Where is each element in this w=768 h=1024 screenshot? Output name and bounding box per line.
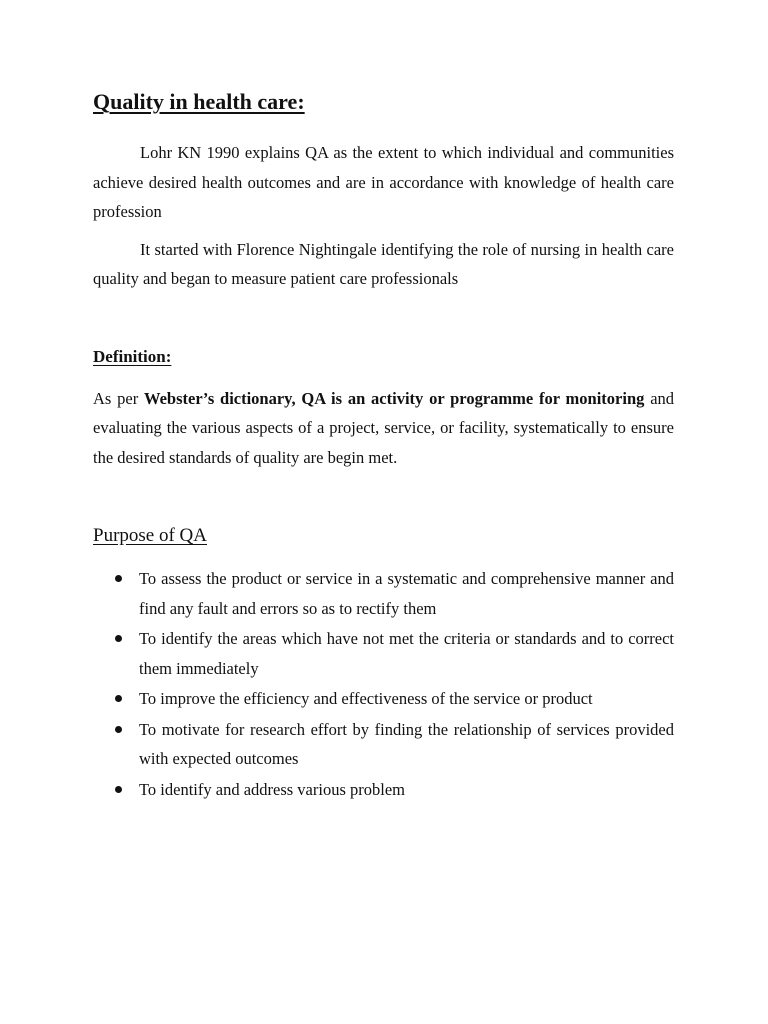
bullet-icon — [115, 726, 122, 733]
heading-definition: Definition: — [93, 346, 172, 366]
paragraph-definition — [93, 384, 674, 473]
purpose-list — [93, 564, 674, 804]
bullet-icon — [115, 575, 122, 582]
definition-prefix: As per — [93, 388, 144, 408]
list-item: To assess the product or service in a systematic and comprehensive manner and find any fault and errors so as to rectify them — [93, 564, 674, 623]
definition-bold-text: Webster’s dictionary, QA is an activity or programme for monitoring — [143, 388, 645, 408]
document-content — [93, 86, 674, 805]
definition-rest: and evaluating the various aspects of a project, service, or facility, systematically to ensure the desired standards of quality are begin met. — [93, 388, 675, 467]
heading-purpose-of-qa: Purpose of QA — [93, 525, 207, 546]
paragraph-lohr: Lohr KN 1990 explains QA as the extent to which individual and communities achieve desired health outcomes and are in accordance with knowledge of health care profession — [93, 143, 674, 221]
list-item: To identify and address various problem — [93, 775, 674, 805]
list-item: To improve the efficiency and effectiveness of the service or product — [93, 684, 674, 714]
heading-quality-in-health-care: Quality in health care: — [93, 89, 305, 114]
paragraph-nightingale: It started with Florence Nightingale identifying the role of nursing in health care quality and began to measure patient care professionals — [93, 239, 674, 288]
list-item: To identify the areas which have not met the criteria or standards and to correct them immediately — [93, 624, 674, 683]
list-item: To motivate for research effort by finding the relationship of services provided with expected outcomes — [93, 715, 674, 774]
bullet-icon — [115, 635, 122, 642]
bullet-icon — [115, 695, 122, 702]
bullet-icon — [115, 786, 122, 793]
